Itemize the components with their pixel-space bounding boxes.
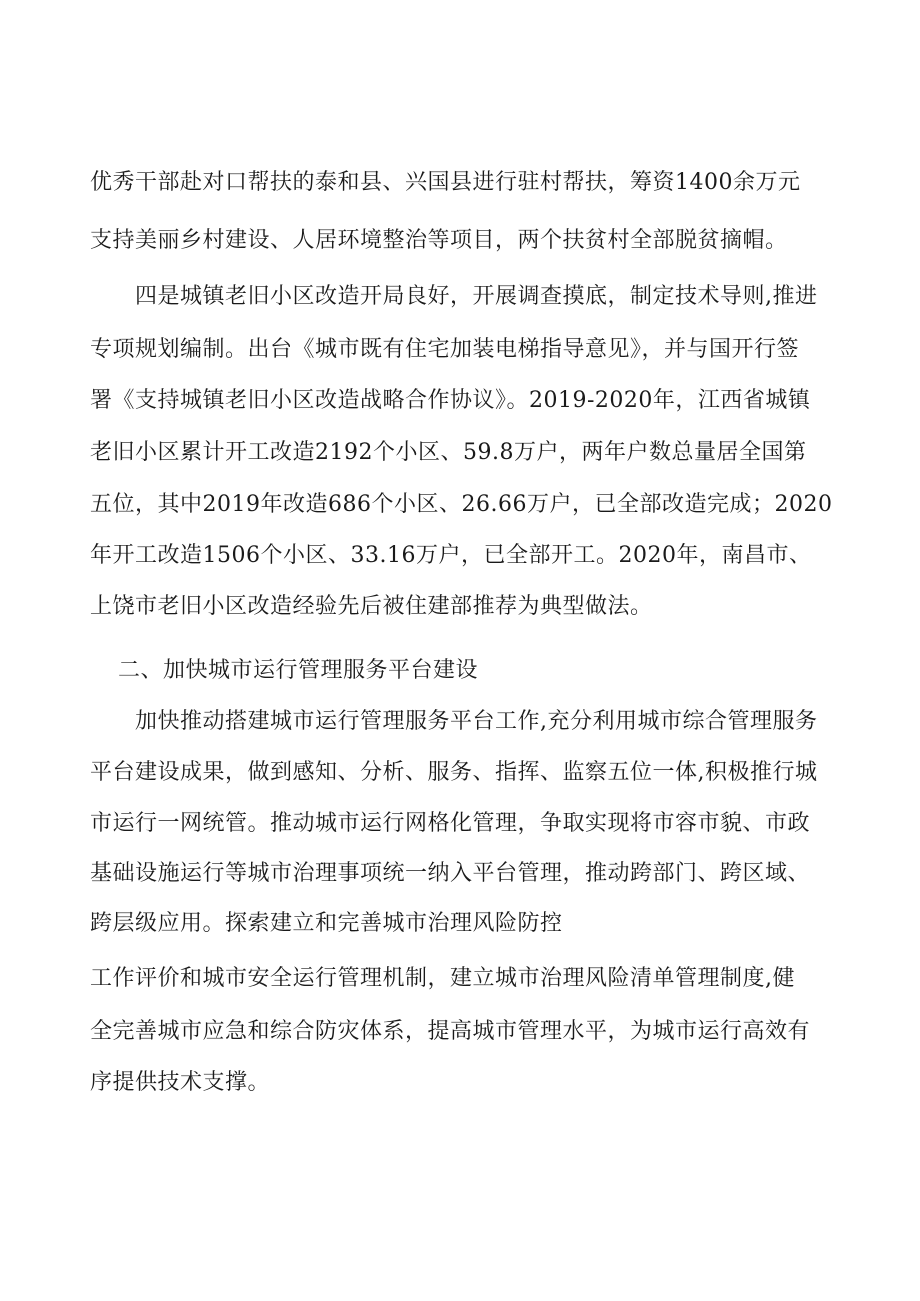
paragraph-line: 基础设施运行等城市治理事项统一纳入平台管理，推动跨部门、跨区域、 xyxy=(90,861,811,886)
paragraph-line: 年开工改造1506个小区、33.16万户，已全部开工。2020年，南昌市、 xyxy=(90,543,812,568)
paragraph-line: 平台建设成果，做到感知、分析、服务、指挥、监察五位一体,积极推行城 xyxy=(90,760,818,785)
paragraph-line: 优秀干部赴对口帮扶的泰和县、兴国县进行驻村帮扶，筹资1400余万元 xyxy=(90,170,801,195)
paragraph-line: 工作评价和城市安全运行管理机制，建立城市治理风险清单管理制度,健 xyxy=(90,966,795,991)
paragraph-line: 跨层级应用。探索建立和完善城市治理风险防控 xyxy=(90,911,563,936)
paragraph-line: 四是城镇老旧小区改造开局良好，开展调查摸底，制定技术导则,推进 xyxy=(135,284,818,309)
paragraph-line: 序提供技术支撑。 xyxy=(90,1070,271,1095)
section-heading: 二、加快城市运行管理服务平台建设 xyxy=(118,658,479,683)
paragraph-line: 五位，其中2019年改造686个小区、26.66万户，已全部改造完成；2020 xyxy=(90,492,833,517)
paragraph-line: 支持美丽乡村建设、人居环境整治等项目，两个扶贫村全部脱贫摘帽。 xyxy=(90,228,788,253)
paragraph-line: 上饶市老旧小区改造经验先后被住建部推荐为典型做法。 xyxy=(90,594,653,619)
paragraph-line: 老旧小区累计开工改造2192个小区、59.8万户，两年户数总量居全国第 xyxy=(90,440,807,465)
paragraph-line: 市运行一网统管。推动城市运行网格化管理，争取实现将市容市貌、市政 xyxy=(90,811,811,836)
paragraph-line: 加快推动搭建城市运行管理服务平台工作,充分利用城市综合管理服务 xyxy=(135,709,818,734)
paragraph-line: 专项规划编制。出台《城市既有住宅加装电梯指导意见》，并与国开行签 xyxy=(90,337,800,362)
paragraph-line: 署《支持城镇老旧小区改造战略合作协议》。2019-2020年，江西省城镇 xyxy=(90,388,811,413)
paragraph-line: 全完善城市应急和综合防灾体系，提高城市管理水平，为城市运行高效有 xyxy=(90,1019,811,1044)
